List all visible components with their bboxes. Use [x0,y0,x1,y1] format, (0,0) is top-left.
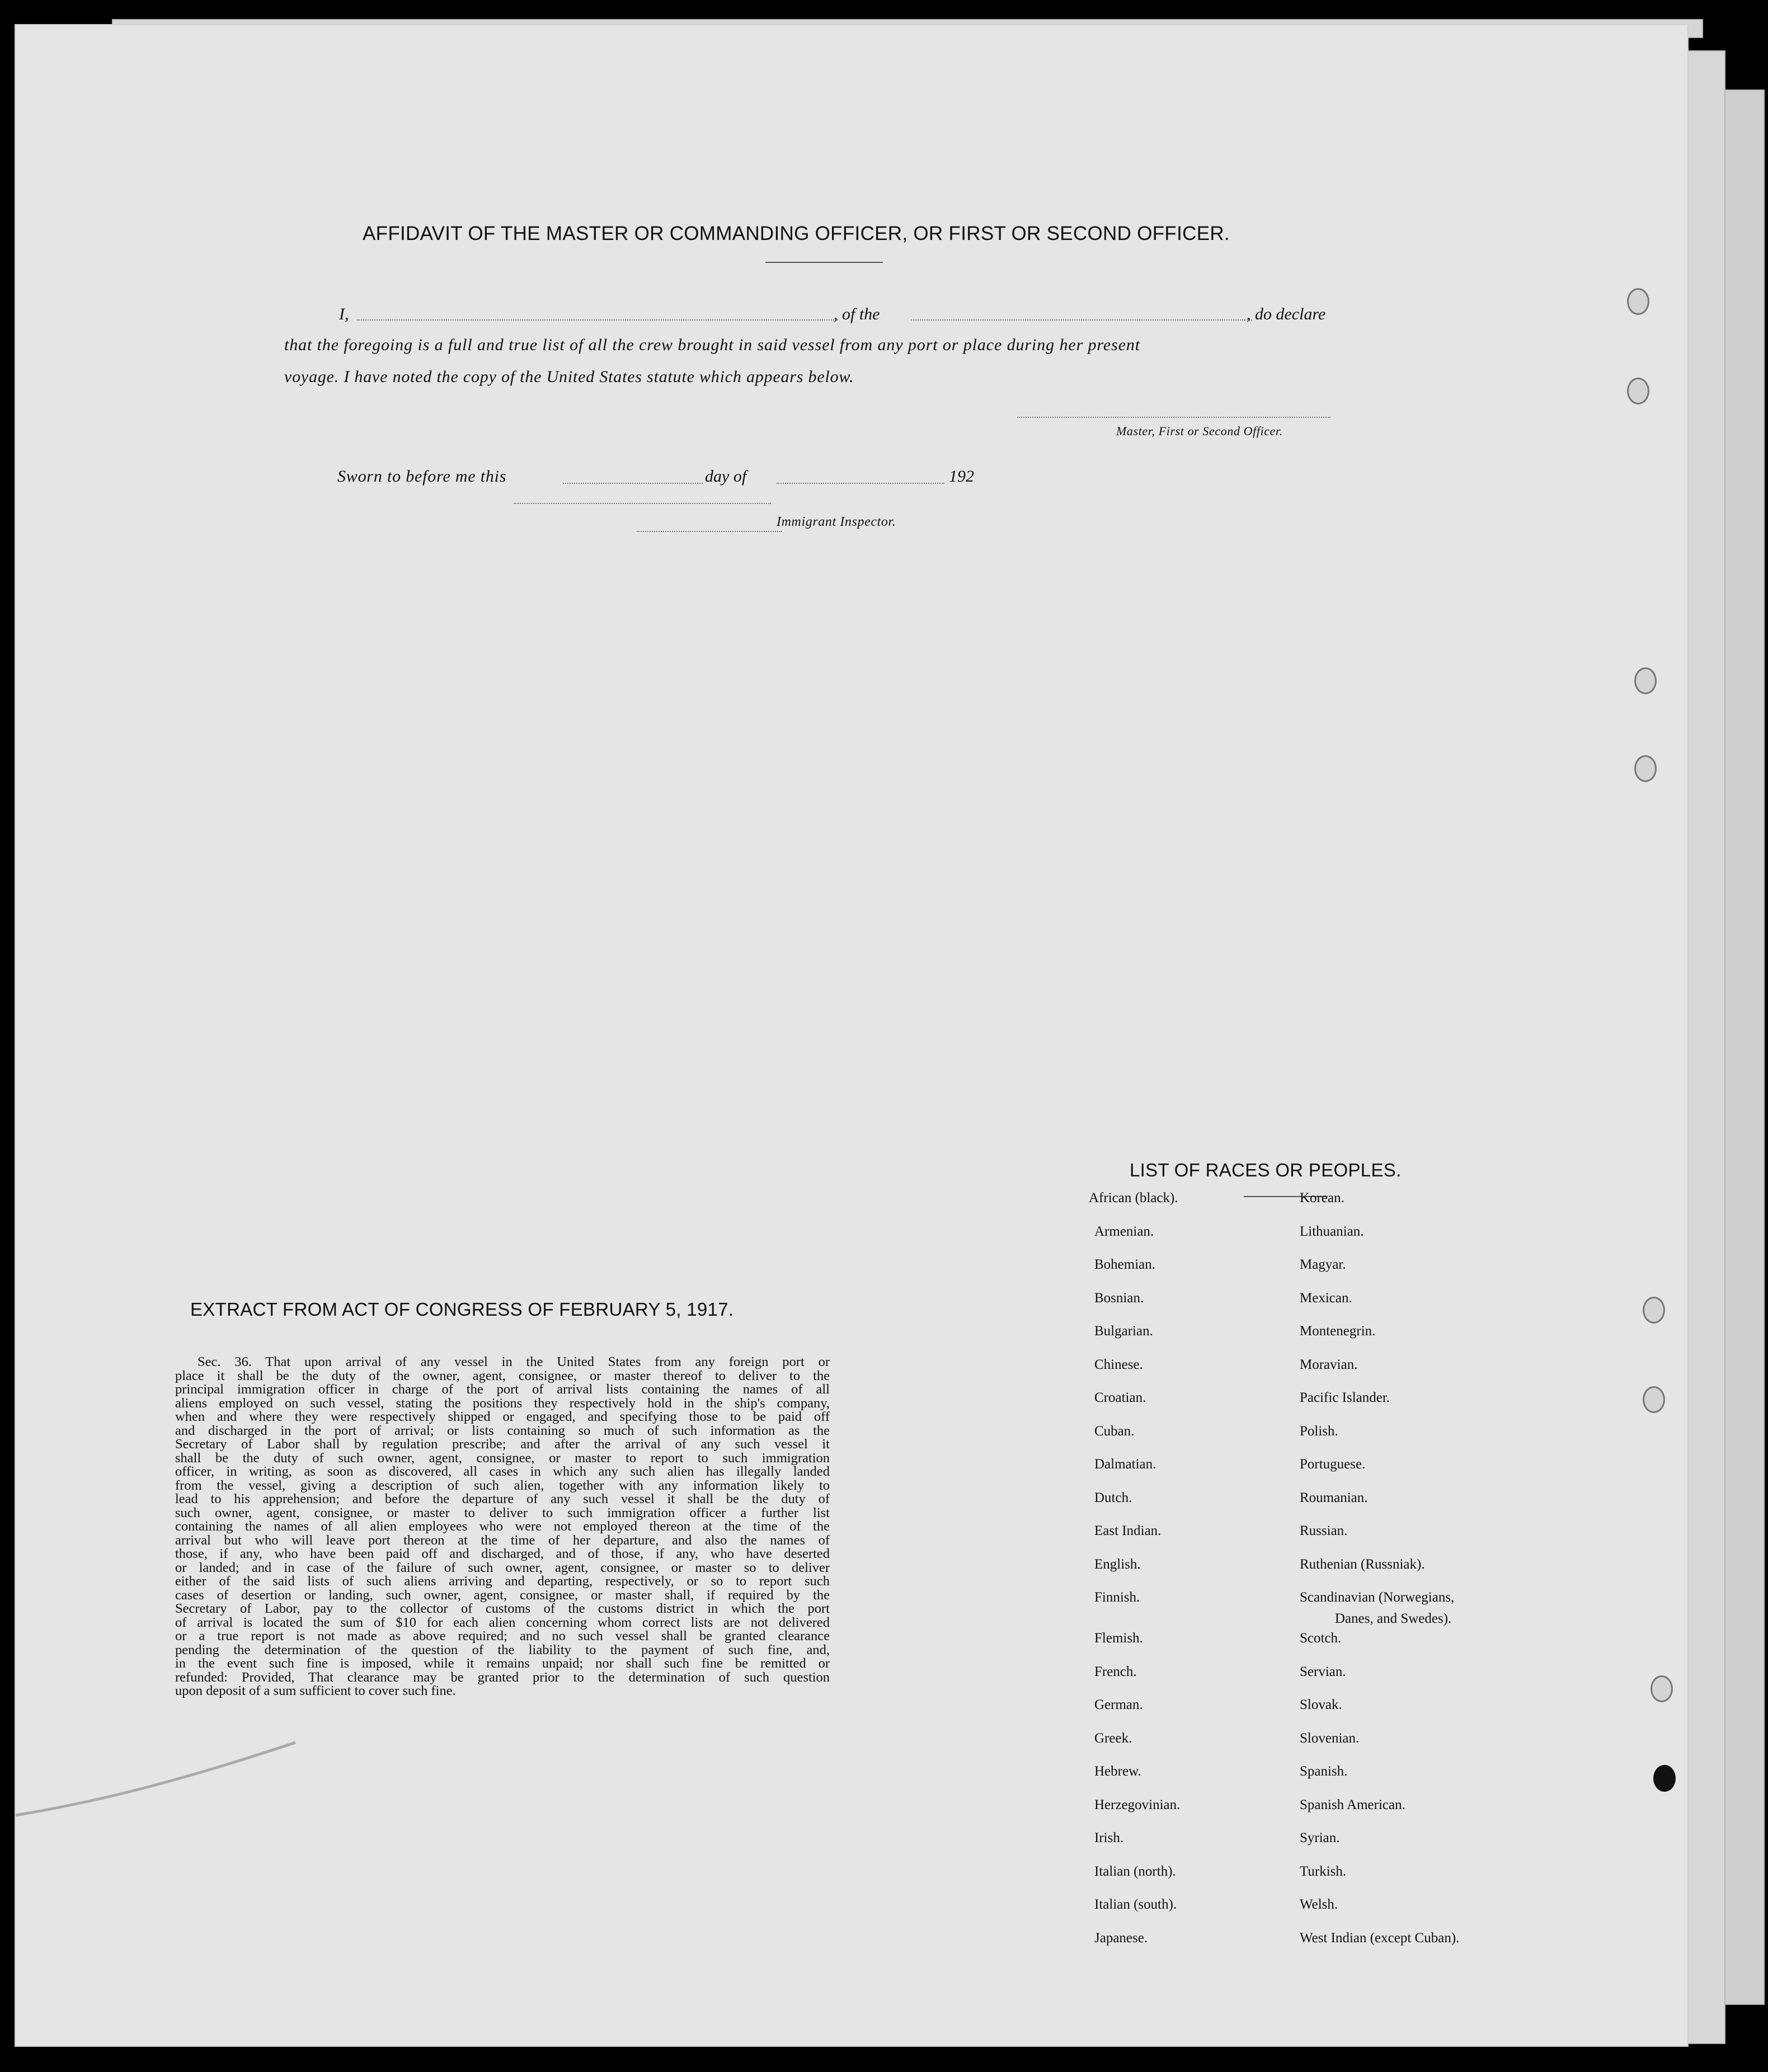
extract-line: officer, in writing, as soon as discovered, all cases in which any such alien has illegally landed [175,1464,830,1479]
paper-crease [16,1726,307,1826]
race-item: Russian. [1300,1523,1348,1538]
race-item: Spanish American. [1300,1797,1405,1812]
race-item: Mexican. [1300,1290,1352,1306]
punch-hole [1653,1765,1676,1792]
extract-line: arrival but who will leave port thereon at the time of her departure, and also the names of [175,1532,830,1548]
punch-hole [1627,378,1649,404]
race-scandinavian-continuation: Danes, and Swedes). [1335,1611,1452,1626]
sworn-prefix: Sworn to before me this [337,467,507,486]
sworn-day-of: day of [705,467,747,486]
inspector-signature-field[interactable] [637,531,782,532]
race-item: Spanish. [1300,1764,1348,1779]
race-item: Italian (north). [1094,1863,1176,1879]
extract-line: or a true report is not made as above required; and no such vessel shall be granted clearance [175,1628,830,1644]
race-item: Irish. [1094,1830,1124,1845]
extract-line: of arrival is located the sum of $10 for each alien concerning whom correct lists are not delivered [175,1614,830,1630]
race-item: African (black). [1089,1190,1178,1205]
punch-hole [1627,288,1649,315]
race-item: Moravian. [1300,1357,1358,1372]
extract-line: and discharged in the port of arrival; or lists containing so much of such information as the [175,1423,830,1438]
extract-line: principal immigration officer in charge of the port of arrival lists containing the names of all [175,1382,830,1397]
race-item: Syrian. [1300,1830,1340,1845]
race-item: Cuban. [1094,1423,1135,1439]
race-item: Pacific Islander. [1300,1390,1390,1405]
race-item: Portuguese. [1300,1457,1366,1472]
race-item: East Indian. [1094,1523,1162,1538]
officer-signature-caption: Master, First or Second Officer. [1116,424,1283,438]
punch-hole [1643,1386,1665,1413]
race-item: English. [1094,1556,1141,1572]
race-item: Dutch. [1094,1490,1132,1505]
extract-line: aliens employed on such vessel, stating the positions they respectively hold in the ship's company, [175,1395,830,1411]
race-item: Slovenian. [1300,1730,1360,1746]
extract-line: Secretary of Labor shall by regulation prescribe; and after the arrival of any such vessel it [175,1437,830,1452]
vessel-field[interactable] [911,319,1252,321]
race-item: Hebrew. [1094,1764,1141,1779]
race-item: Magyar. [1300,1257,1346,1272]
race-item: Turkish. [1300,1863,1347,1879]
race-item: Flemish. [1094,1631,1143,1646]
punch-hole [1634,667,1657,694]
declaration-i: I, [339,305,349,323]
inspector-line-upper [514,503,771,504]
race-item: Polish. [1300,1423,1338,1439]
race-item: Finnish. [1094,1590,1140,1605]
extract-line: when and where they were respectively shipped or engaged, and specifying those to be paid off [175,1409,830,1424]
declaration-line-3: voyage. I have noted the copy of the United States statute which appears below. [284,368,854,386]
races-title: LIST OF RACES OR PEOPLES. [1130,1160,1402,1180]
punch-hole [1651,1675,1673,1702]
punch-hole [1634,755,1657,782]
race-item: Korean. [1300,1190,1344,1205]
race-item: French. [1094,1664,1137,1679]
extract-body [175,1355,830,1698]
race-item: Welsh. [1300,1897,1338,1912]
race-item: Scotch. [1300,1631,1342,1646]
declaration-line-2: that the foregoing is a full and true list of all the crew brought in said vessel from any port or place during her present [284,336,1141,354]
extract-line: such owner, agent, consignee, or master to deliver to such immigration officer a further list [175,1505,830,1520]
officer-signature-field[interactable] [1017,417,1330,418]
extract-line: cases of desertion or landing, such owner, agent, consignee, or master shall, if required by the [175,1587,830,1603]
title-rule [765,262,883,263]
declaration-of-the: , of the [834,305,880,323]
extract-line: upon deposit of a sum sufficient to cover such fine. [175,1683,456,1698]
extract-line: shall be the duty of such owner, agent, consignee, or master to report to such immigration [175,1450,830,1466]
extract-line: refunded: Provided, That clearance may be granted prior to the determination of such question [175,1669,830,1685]
sworn-month-field[interactable] [777,483,944,484]
affidavit-title: AFFIDAVIT OF THE MASTER OR COMMANDING OFFICER, OR FIRST OR SECOND OFFICER. [363,223,1230,244]
extract-line: Sec. 36. That upon arrival of any vessel in the United States from any foreign port or [198,1354,830,1369]
race-item: Lithuanian. [1300,1223,1364,1239]
extract-line: or landed; and in case of the failure of such owner, agent, consignee, or master so to deliver [175,1560,830,1575]
name-field[interactable] [357,319,838,321]
race-item: Armenian. [1094,1223,1154,1239]
sworn-year: 192 [949,467,974,486]
declaration-do-declare: , do declare [1247,305,1326,323]
race-item: Japanese. [1094,1930,1148,1946]
extract-line: place it shall be the duty of the owner, agent, consignee, or master thereof to deliver to the [175,1368,830,1383]
extract-line: from the vessel, giving a description of such alien, together with any information likely to [175,1477,830,1493]
race-item: Roumanian. [1300,1490,1368,1505]
race-item: Herzegovinian. [1094,1797,1181,1812]
extract-title: EXTRACT FROM ACT OF CONGRESS OF FEBRUARY 5, 1917. [190,1299,734,1320]
race-item: Croatian. [1094,1390,1146,1405]
punch-hole [1643,1297,1665,1324]
race-item: Ruthenian (Russniak). [1300,1556,1425,1572]
race-item: Scandinavian (Norwegians, [1300,1590,1455,1605]
extract-line: either of the said lists of such aliens arriving and departing, respectively, or so to report such [175,1574,830,1589]
race-item: Bosnian. [1094,1290,1144,1306]
document-page [16,25,1687,2046]
race-item: Servian. [1300,1664,1346,1679]
race-item: Dalmatian. [1094,1457,1156,1472]
extract-line: those, if any, who have been paid off and discharged, and of those, if any, who have deserted [175,1546,830,1561]
race-item: West Indian (except Cuban). [1300,1930,1460,1946]
extract-line: in the event such fine is imposed, while it remains unpaid; nor shall such fine be remitted or [175,1656,830,1671]
extract-line: lead to his apprehension; and before the departure of any such vessel it shall be the duty of [175,1491,830,1506]
race-item: Bulgarian. [1094,1324,1153,1339]
race-item: Montenegrin. [1300,1324,1376,1339]
extract-line: Secretary of Labor, pay to the collector of customs of the customs district in which the port [175,1601,830,1616]
extract-line: containing the names of all alien employees who were not employed thereon at the time of the [175,1519,830,1534]
race-item: Italian (south). [1094,1897,1177,1912]
extract-line: pending the determination of the question of the liability to the payment of such fine, and, [175,1642,830,1657]
race-item: Greek. [1094,1730,1132,1746]
race-item: Bohemian. [1094,1257,1156,1272]
race-item: Chinese. [1094,1357,1143,1372]
sworn-day-field[interactable] [563,483,703,484]
race-item: Slovak. [1300,1697,1342,1712]
inspector-caption: Immigrant Inspector. [777,515,896,529]
race-item: German. [1094,1697,1143,1712]
